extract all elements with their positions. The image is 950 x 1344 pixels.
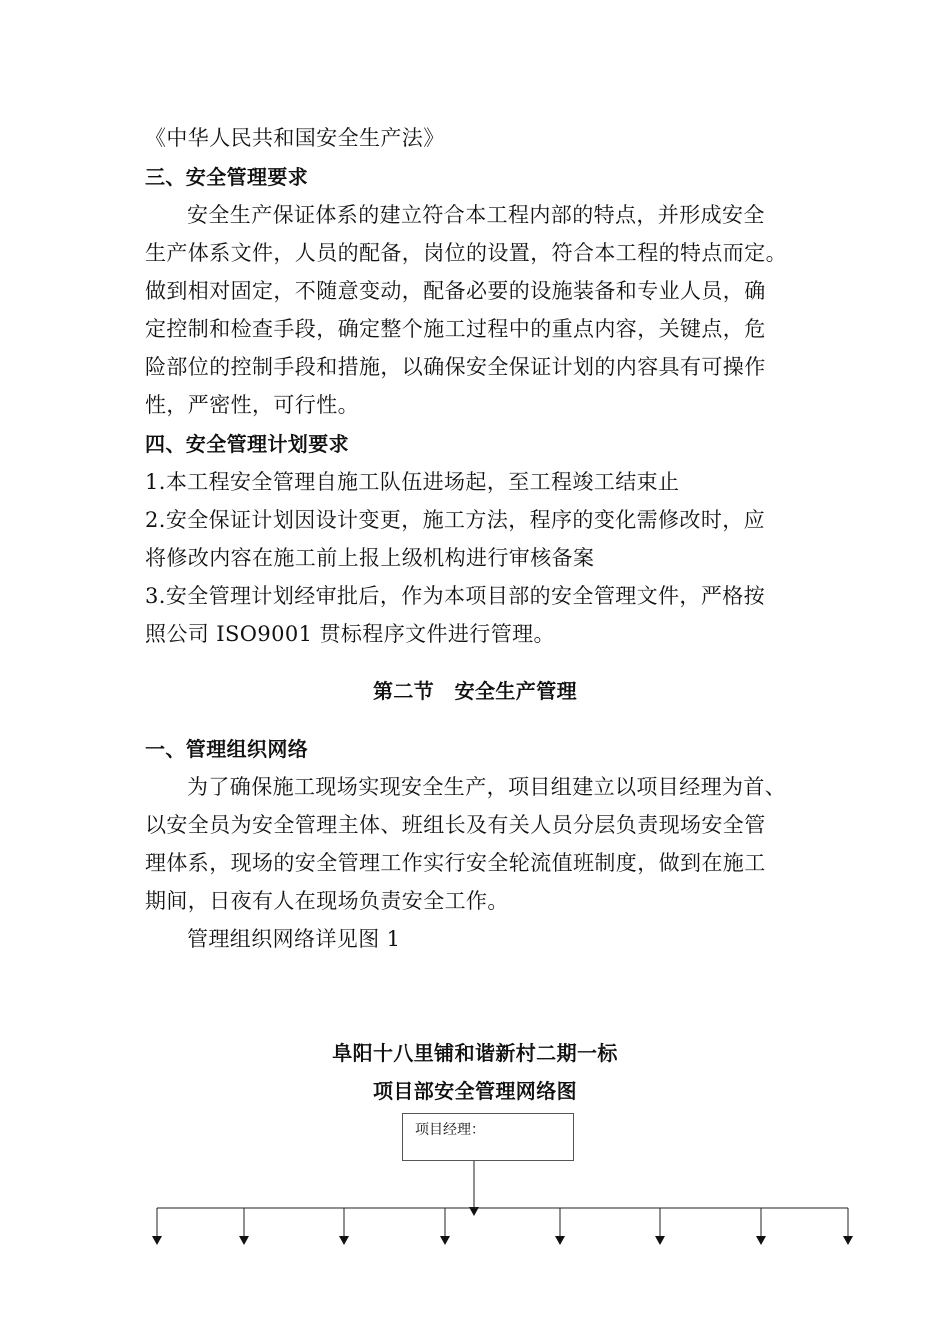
branch-arrow	[756, 1236, 766, 1245]
branch-arrow	[339, 1236, 349, 1245]
section-4-item-line: 照公司 ISO9001 贯标程序文件进行管理。	[145, 622, 555, 646]
branch-arrow	[843, 1236, 853, 1245]
branch-arrow	[239, 1236, 249, 1245]
chart-title-line-2: 项目部安全管理网络图	[373, 1079, 577, 1103]
section-3-heading: 三、安全管理要求	[145, 165, 309, 189]
section-3-paragraph-line: 生产体系文件，人员的配备，岗位的设置，符合本工程的特点而定。	[145, 241, 787, 265]
section-4-heading: 四、安全管理计划要求	[145, 432, 349, 456]
section-4-item-line: 2.安全保证计划因设计变更，施工方法，程序的变化需修改时，应	[145, 508, 766, 532]
section-3-paragraph-line: 性，严密性，可行性。	[145, 393, 359, 417]
chapter-title: 第二节 安全生产管理	[373, 679, 577, 703]
section-1-heading: 一、管理组织网络	[145, 737, 309, 761]
section-4-item-line: 将修改内容在施工前上报上级机构进行审核备案	[145, 546, 595, 570]
branch-arrow	[440, 1236, 450, 1245]
section-1-paragraph-line: 以安全员为安全管理主体、班组长及有关人员分层负责现场安全管	[145, 813, 766, 837]
figure-reference: 管理组织网络详见图 1	[187, 927, 401, 951]
chart-title-line-1: 阜阳十八里铺和谐新村二期一标	[332, 1041, 618, 1065]
section-3-paragraph-line: 做到相对固定，不随意变动，配备必要的设施装备和专业人员，确	[145, 279, 766, 303]
section-1-paragraph-line: 为了确保施工现场实现安全生产，项目组建立以项目经理为首、	[187, 775, 787, 799]
branch-arrow	[555, 1236, 565, 1245]
branch-arrow	[152, 1236, 162, 1245]
section-4-item-line: 1.本工程安全管理自施工队伍进场起，至工程竣工结束止	[145, 470, 680, 494]
branch-arrow	[655, 1236, 665, 1245]
project-manager-label: 项目经理：	[415, 1122, 485, 1138]
section-3-paragraph-line: 险部位的控制手段和措施，以确保安全保证计划的内容具有可操作	[145, 355, 766, 379]
section-4-item-line: 3.安全管理计划经审批后，作为本项目部的安全管理文件，严格按	[145, 584, 766, 608]
law-reference: 《中华人民共和国安全生产法》	[145, 126, 445, 150]
section-1-paragraph-line: 期间，日夜有人在现场负责安全工作。	[145, 889, 509, 913]
section-1-paragraph-line: 理体系，现场的安全管理工作实行安全轮流值班制度，做到在施工	[145, 851, 766, 875]
branch-arrows	[152, 1208, 853, 1245]
section-3-paragraph-line: 安全生产保证体系的建立符合本工程内部的特点，并形成安全	[187, 203, 765, 227]
section-3-paragraph-line: 定控制和检查手段，确定整个施工过程中的重点内容，关键点，危	[145, 317, 766, 341]
